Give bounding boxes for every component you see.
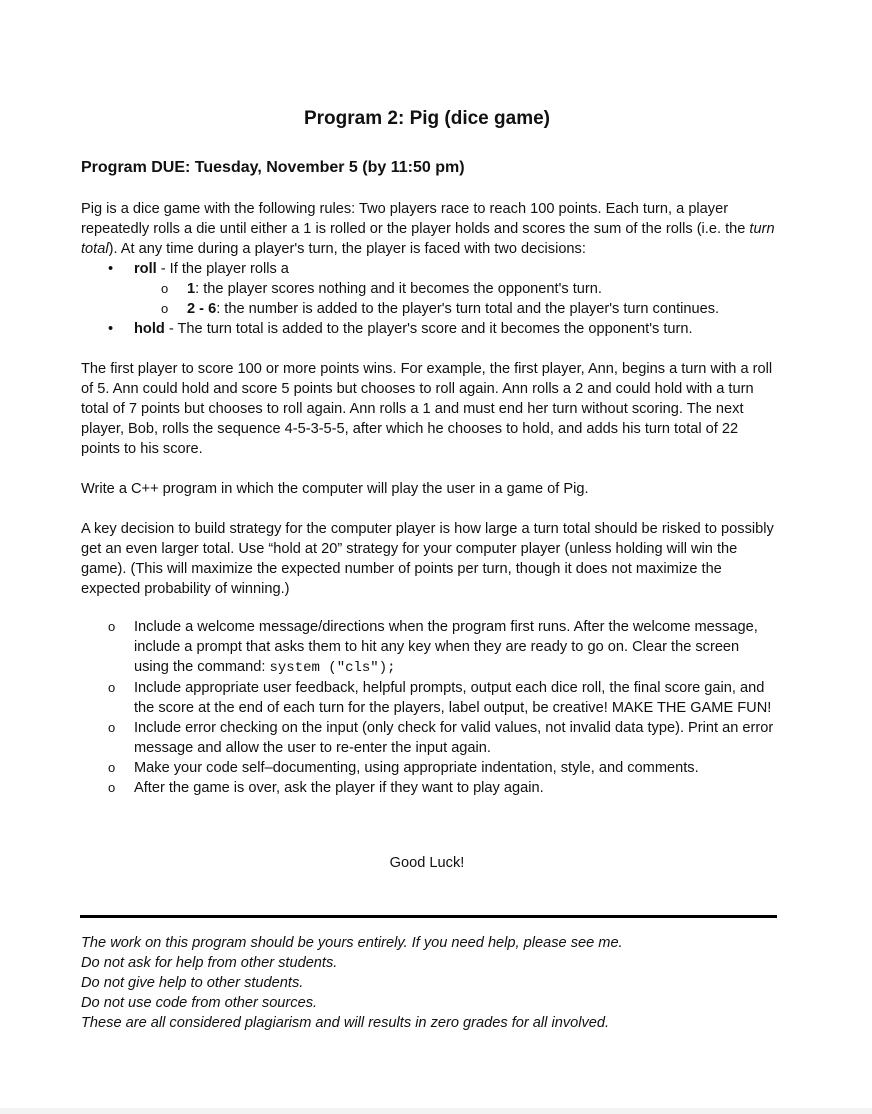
requirement-text: Include error checking on the input (only check for valid values, not invalid data type). Print an error message and allow the user to re-enter the input again. <box>134 720 774 756</box>
rules-list <box>81 259 777 339</box>
circle-bullet-icon: o <box>108 780 116 795</box>
intro-text-1: Pig is a dice game with the following rules: Two players race to reach 100 points. Each turn, a player repeatedly rolls a die until either a 1 is rolled or the player holds and scores the sum of the rolls (i.e. the <box>81 201 750 237</box>
roll-option-term: 2 - 6 <box>187 301 217 317</box>
footer-line: These are all considered plagiarism and will results in zero grades for all involved. <box>81 1015 610 1031</box>
requirements-list <box>81 617 777 798</box>
rule-hold-desc: - The turn total is added to the player's score and it becomes the opponent's turn. <box>164 321 693 337</box>
rule-roll-term: roll <box>134 261 157 277</box>
roll-option-1 <box>81 279 777 299</box>
circle-bullet-icon: o <box>108 720 116 735</box>
page-bottom-band <box>0 1108 872 1114</box>
roll-options-list <box>81 279 777 319</box>
footer-line: The work on this program should be yours entirely. If you need help, please see me. <box>81 935 623 951</box>
divider-line <box>80 915 777 918</box>
circle-bullet-icon: o <box>108 619 116 634</box>
roll-option-2 <box>81 299 777 319</box>
intro-italic: turn total <box>81 221 775 257</box>
circle-bullet-icon: o <box>161 301 169 316</box>
example-paragraph: The first player to score 100 or more points wins. For example, the first player, Ann, begins a turn with a roll of 5. Ann could hold and score 5 points but chooses to roll again. Ann rolls a 2 and could hold with a turn total of 7 points but chooses to roll again. Ann rolls a 1 and must end her turn without scoring. The next player, Bob, rolls the sequence 4-5-3-5-5, after which he chooses to hold, and adds his turn total of 22 points to his score. <box>81 361 773 457</box>
rule-hold <box>81 319 777 339</box>
requirement-item <box>81 678 777 718</box>
intro-section <box>81 199 777 339</box>
roll-option-desc: : the player scores nothing and it becomes the opponent's turn. <box>195 281 602 297</box>
roll-options <box>81 279 777 319</box>
rule-roll-desc: - If the player rolls a <box>156 261 289 277</box>
intro-text-2: ). At any time during a player's turn, the player is faced with two decisions: <box>108 241 586 257</box>
plagiarism-notice <box>81 933 781 1033</box>
footer-line: Do not ask for help from other students. <box>81 955 338 971</box>
circle-bullet-icon: o <box>161 281 169 296</box>
roll-option-term: 1 <box>187 281 196 297</box>
requirement-item <box>81 778 777 798</box>
page-title: Program 2: Pig (dice game) <box>303 108 550 129</box>
requirement-item <box>81 758 777 778</box>
due-date: Program DUE: Tuesday, November 5 (by 11:50 pm) <box>81 159 465 176</box>
roll-option-desc: : the number is added to the player's turn total and the player's turn continues. <box>216 301 720 317</box>
good-luck-text: Good Luck! <box>389 855 465 871</box>
rule-roll <box>81 259 777 279</box>
requirement-text: Include a welcome message/directions when the program first runs. After the welcome message, include a prompt that asks them to hit any key when they are ready to go on. Clear the screen using the command: <box>134 619 758 675</box>
strategy-paragraph: A key decision to build strategy for the computer player is how large a turn total should be risked to possibly get an even larger total. Use “hold at 20” strategy for your computer player (unless holding will win the game). (This will maximize the expected number of points per turn, though it does not maximize the expected probability of winning.) <box>81 521 774 597</box>
rule-hold-term: hold <box>134 321 165 337</box>
intro-paragraph <box>81 199 777 259</box>
task-paragraph: Write a C++ program in which the computer will play the user in a game of Pig. <box>81 481 589 497</box>
bullet-icon: • <box>108 261 114 277</box>
bullet-icon: • <box>108 321 114 337</box>
requirement-item <box>81 617 777 678</box>
footer-line: Do not give help to other students. <box>81 975 304 991</box>
requirement-text: After the game is over, ask the player if they want to play again. <box>134 780 544 796</box>
requirement-text: Make your code self–documenting, using appropriate indentation, style, and comments. <box>134 760 699 776</box>
circle-bullet-icon: o <box>108 680 116 695</box>
requirement-text: Include appropriate user feedback, helpful prompts, output each dice roll, the final score gain, and the score at the end of each turn for the players, label output, be creative! MAKE THE GAME FUN! <box>134 680 772 716</box>
requirement-code: system ("cls"); <box>269 660 396 676</box>
requirement-item <box>81 718 777 758</box>
footer-line: Do not use code from other sources. <box>81 995 318 1011</box>
circle-bullet-icon: o <box>108 760 116 775</box>
